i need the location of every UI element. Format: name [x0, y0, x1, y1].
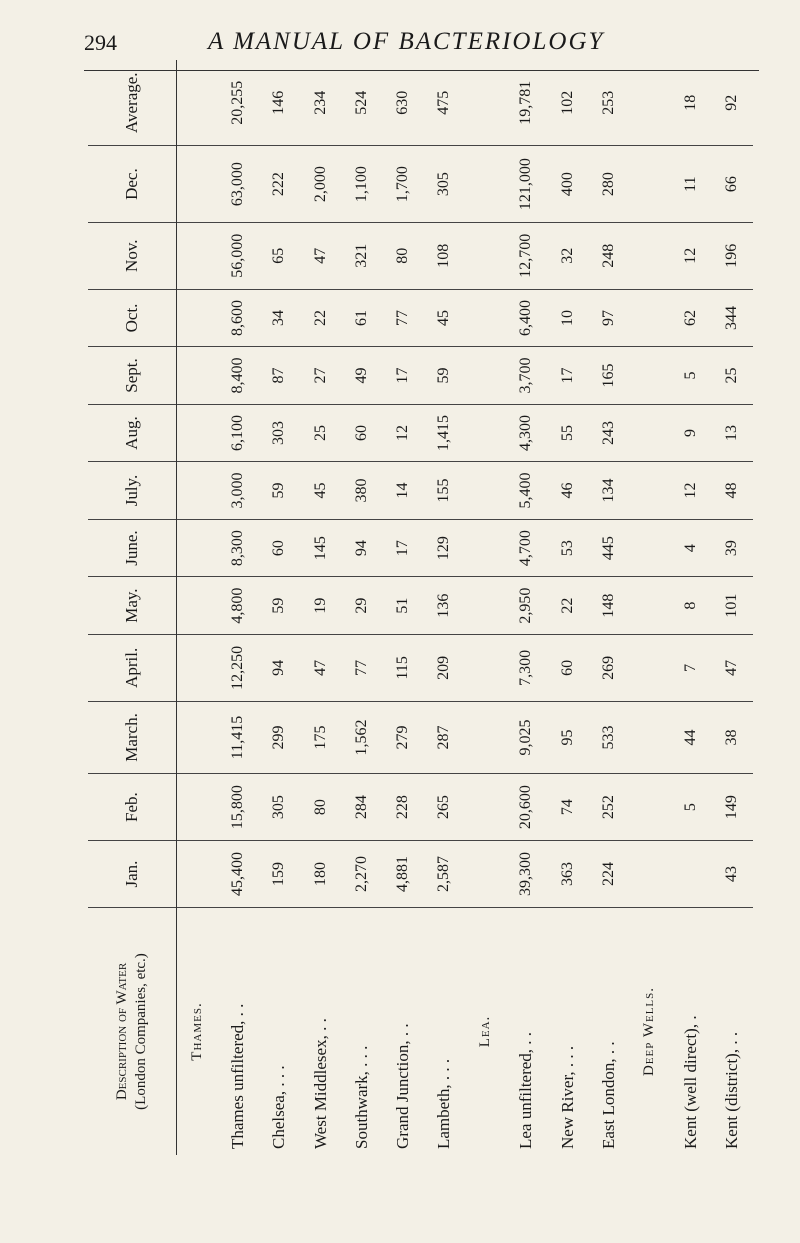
- table-cell: 59: [259, 462, 300, 520]
- table-cell: 159: [259, 841, 300, 908]
- row-label: Southwark, . . .: [351, 1045, 371, 1149]
- empty-cell: [629, 577, 670, 635]
- page-number: 294: [84, 30, 117, 55]
- table-cell: 65: [259, 222, 300, 289]
- table-cell: 80: [382, 222, 423, 289]
- table-cell: 165: [588, 347, 629, 405]
- empty-cell: [465, 60, 506, 146]
- empty-cell: [629, 841, 670, 908]
- table-cell: 29: [341, 577, 382, 635]
- column-header: June.: [88, 519, 177, 577]
- table-cell: 60: [547, 634, 588, 701]
- table-cell: 630: [382, 60, 423, 146]
- table-cell: 145: [300, 519, 341, 577]
- table-cell: 18: [671, 60, 712, 146]
- empty-cell: [177, 60, 218, 146]
- table-cell: 27: [300, 347, 341, 405]
- running-title: A MANUAL OF BACTERIOLOGY: [208, 28, 605, 55]
- table-cell: 47: [712, 634, 753, 701]
- table-cell: 363: [547, 841, 588, 908]
- table-cell: 6,400: [506, 289, 547, 347]
- table-cell: 8,300: [218, 519, 259, 577]
- empty-cell: [465, 347, 506, 405]
- table-row: [506, 60, 547, 1155]
- table-cell: 129: [424, 519, 465, 577]
- table-cell: 19,781: [506, 60, 547, 146]
- table-cell: 1,100: [341, 146, 382, 222]
- table-row: [424, 60, 465, 1155]
- table-cell: 62: [671, 289, 712, 347]
- table-cell: 44: [671, 701, 712, 773]
- table-row: [671, 60, 712, 1155]
- rotated-table-wrapper: [88, 60, 753, 1155]
- table-cell: 39: [712, 519, 753, 577]
- table-row: [382, 60, 423, 1155]
- table-row: [547, 60, 588, 1155]
- table-cell: 5: [671, 347, 712, 405]
- table-cell: 224: [588, 841, 629, 908]
- table-cell: 49: [341, 347, 382, 405]
- empty-cell: [465, 519, 506, 577]
- table-cell: 61: [341, 289, 382, 347]
- row-label: New River, . . .: [557, 1045, 577, 1149]
- table-cell: 253: [588, 60, 629, 146]
- table-cell: 80: [300, 774, 341, 841]
- empty-cell: [177, 222, 218, 289]
- table-row: [300, 60, 341, 1155]
- table-cell: 59: [424, 347, 465, 405]
- empty-cell: [629, 60, 670, 146]
- table-cell: 252: [588, 774, 629, 841]
- table-cell: 280: [588, 146, 629, 222]
- column-header: July.: [88, 462, 177, 520]
- table-row: [588, 60, 629, 1155]
- table-cell: 134: [588, 462, 629, 520]
- group-row: [177, 60, 218, 1155]
- table-cell: 9,025: [506, 701, 547, 773]
- bacteria-count-table: [88, 60, 753, 1155]
- table-cell: 108: [424, 222, 465, 289]
- table-cell: 1,700: [382, 146, 423, 222]
- table-cell: 60: [341, 404, 382, 462]
- table-cell: 303: [259, 404, 300, 462]
- table-cell: 94: [259, 634, 300, 701]
- empty-cell: [177, 774, 218, 841]
- table-cell: 196: [712, 222, 753, 289]
- table-cell: 11,415: [218, 701, 259, 773]
- table-cell: 3,700: [506, 347, 547, 405]
- group-row: [629, 60, 670, 1155]
- table-cell: 12: [671, 222, 712, 289]
- group-row: [465, 60, 506, 1155]
- table-cell: 20,255: [218, 60, 259, 146]
- empty-cell: [177, 146, 218, 222]
- table-cell: 92: [712, 60, 753, 146]
- table-cell: 344: [712, 289, 753, 347]
- empty-cell: [629, 146, 670, 222]
- empty-cell: [177, 841, 218, 908]
- table-cell: 2,587: [424, 841, 465, 908]
- empty-cell: [465, 701, 506, 773]
- table-cell: 60: [259, 519, 300, 577]
- column-header: Sept.: [88, 347, 177, 405]
- table-cell: 121,000: [506, 146, 547, 222]
- table-cell: 148: [588, 577, 629, 635]
- table-cell: 25: [300, 404, 341, 462]
- table-cell: 175: [300, 701, 341, 773]
- table-cell: 4: [671, 519, 712, 577]
- table-cell: 17: [382, 519, 423, 577]
- table-cell: 97: [588, 289, 629, 347]
- table-cell: 180: [300, 841, 341, 908]
- table-cell: 12,700: [506, 222, 547, 289]
- table-cell: 445: [588, 519, 629, 577]
- table-cell: 14: [382, 462, 423, 520]
- table-cell: 45: [300, 462, 341, 520]
- table-cell: 11: [671, 146, 712, 222]
- table-cell: 45,400: [218, 841, 259, 908]
- empty-cell: [177, 519, 218, 577]
- table-cell: 87: [259, 347, 300, 405]
- table-cell: 43: [712, 841, 753, 908]
- table-cell: 115: [382, 634, 423, 701]
- description-header-subtitle: (London Companies, etc.): [133, 953, 149, 1110]
- empty-cell: [465, 774, 506, 841]
- table-body: [177, 60, 754, 1155]
- table-row: [218, 60, 259, 1155]
- row-label: East London, . .: [598, 1041, 618, 1149]
- table-cell: 59: [259, 577, 300, 635]
- row-label: West Middlesex, . .: [310, 1018, 330, 1149]
- empty-cell: [177, 404, 218, 462]
- table-cell: 12,250: [218, 634, 259, 701]
- table-cell: 284: [341, 774, 382, 841]
- table-cell: 77: [382, 289, 423, 347]
- table-cell: 12: [671, 462, 712, 520]
- table-cell: 305: [259, 774, 300, 841]
- table-row: [259, 60, 300, 1155]
- table-cell: 5: [671, 774, 712, 841]
- row-label: Chelsea, . . .: [269, 1065, 289, 1149]
- table-cell: 265: [424, 774, 465, 841]
- table-cell: 7,300: [506, 634, 547, 701]
- table-cell: 136: [424, 577, 465, 635]
- row-label: Thames unfiltered, . .: [228, 1003, 248, 1149]
- group-label: Thames.: [188, 1002, 205, 1061]
- table-cell: 17: [547, 347, 588, 405]
- empty-cell: [629, 774, 670, 841]
- table-cell: 56,000: [218, 222, 259, 289]
- table-cell: 32: [547, 222, 588, 289]
- table-cell: 243: [588, 404, 629, 462]
- column-header: Nov.: [88, 222, 177, 289]
- table-cell: 48: [712, 462, 753, 520]
- empty-cell: [629, 701, 670, 773]
- table-cell: 1,562: [341, 701, 382, 773]
- table-row: [712, 60, 753, 1155]
- table-cell: 8: [671, 577, 712, 635]
- row-label: Grand Junction, . .: [392, 1023, 412, 1149]
- table-cell: 4,300: [506, 404, 547, 462]
- table-cell: 95: [547, 701, 588, 773]
- table-cell: 222: [259, 146, 300, 222]
- table-header-row: [88, 60, 177, 1155]
- table-row: [341, 60, 382, 1155]
- row-label: Kent (well direct), .: [681, 1015, 701, 1149]
- table-cell: [671, 841, 712, 908]
- table-cell: 234: [300, 60, 341, 146]
- empty-cell: [177, 701, 218, 773]
- empty-cell: [465, 289, 506, 347]
- table-cell: 299: [259, 701, 300, 773]
- table-cell: 12: [382, 404, 423, 462]
- empty-cell: [629, 634, 670, 701]
- column-header: March.: [88, 701, 177, 773]
- row-label: Kent (district), . .: [722, 1031, 742, 1149]
- column-header: Average.: [88, 60, 177, 146]
- table-cell: 6,100: [218, 404, 259, 462]
- table-cell: 20,600: [506, 774, 547, 841]
- column-header: Feb.: [88, 774, 177, 841]
- column-header: Dec.: [88, 146, 177, 222]
- table-cell: 101: [712, 577, 753, 635]
- table-cell: 38: [712, 701, 753, 773]
- table-cell: 228: [382, 774, 423, 841]
- table-cell: 10: [547, 289, 588, 347]
- empty-cell: [465, 577, 506, 635]
- table-cell: 5,400: [506, 462, 547, 520]
- table-cell: 22: [300, 289, 341, 347]
- table-cell: 209: [424, 634, 465, 701]
- table-cell: 22: [547, 577, 588, 635]
- table-cell: 149: [712, 774, 753, 841]
- table-cell: 248: [588, 222, 629, 289]
- table-cell: 9: [671, 404, 712, 462]
- table-cell: 17: [382, 347, 423, 405]
- empty-cell: [629, 347, 670, 405]
- table-cell: 155: [424, 462, 465, 520]
- table-cell: 46: [547, 462, 588, 520]
- table-cell: 380: [341, 462, 382, 520]
- empty-cell: [629, 462, 670, 520]
- empty-cell: [629, 289, 670, 347]
- table-cell: 269: [588, 634, 629, 701]
- table-cell: 34: [259, 289, 300, 347]
- table-cell: 279: [382, 701, 423, 773]
- table-cell: 3,000: [218, 462, 259, 520]
- empty-cell: [177, 634, 218, 701]
- empty-cell: [465, 404, 506, 462]
- table-cell: 47: [300, 222, 341, 289]
- column-header: May.: [88, 577, 177, 635]
- table-cell: 102: [547, 60, 588, 146]
- table-cell: 77: [341, 634, 382, 701]
- table-cell: 4,881: [382, 841, 423, 908]
- table-cell: 305: [424, 146, 465, 222]
- table-cell: 321: [341, 222, 382, 289]
- table-cell: 19: [300, 577, 341, 635]
- table-cell: 7: [671, 634, 712, 701]
- table-cell: 400: [547, 146, 588, 222]
- row-label: Lea unfiltered, . .: [516, 1031, 536, 1149]
- table-cell: 8,600: [218, 289, 259, 347]
- group-label: Lea.: [476, 1015, 493, 1048]
- table-cell: 66: [712, 146, 753, 222]
- table-cell: 55: [547, 404, 588, 462]
- description-header-title: Description of Water: [113, 962, 130, 1101]
- empty-cell: [177, 577, 218, 635]
- table-cell: 8,400: [218, 347, 259, 405]
- row-label: Lambeth, . . .: [434, 1058, 454, 1149]
- table-cell: 4,700: [506, 519, 547, 577]
- column-header: Oct.: [88, 289, 177, 347]
- empty-cell: [629, 404, 670, 462]
- table-cell: 53: [547, 519, 588, 577]
- table-cell: 74: [547, 774, 588, 841]
- table-cell: 51: [382, 577, 423, 635]
- table-cell: 25: [712, 347, 753, 405]
- table-cell: 2,950: [506, 577, 547, 635]
- table-cell: 4,800: [218, 577, 259, 635]
- table-cell: 524: [341, 60, 382, 146]
- column-header: April.: [88, 634, 177, 701]
- empty-cell: [465, 462, 506, 520]
- empty-cell: [177, 347, 218, 405]
- empty-cell: [177, 462, 218, 520]
- column-header: Aug.: [88, 404, 177, 462]
- group-label: Deep Wells.: [641, 986, 658, 1077]
- table-cell: 63,000: [218, 146, 259, 222]
- table-cell: 39,300: [506, 841, 547, 908]
- table-cell: 13: [712, 404, 753, 462]
- empty-cell: [629, 222, 670, 289]
- empty-cell: [465, 841, 506, 908]
- table-cell: 475: [424, 60, 465, 146]
- table-cell: 1,415: [424, 404, 465, 462]
- table-cell: 287: [424, 701, 465, 773]
- empty-cell: [465, 146, 506, 222]
- column-header: Jan.: [88, 841, 177, 908]
- table-cell: 533: [588, 701, 629, 773]
- table-cell: 146: [259, 60, 300, 146]
- table-cell: 47: [300, 634, 341, 701]
- empty-cell: [177, 289, 218, 347]
- empty-cell: [465, 634, 506, 701]
- table-cell: 2,270: [341, 841, 382, 908]
- table-cell: 45: [424, 289, 465, 347]
- table-cell: 2,000: [300, 146, 341, 222]
- table-cell: 15,800: [218, 774, 259, 841]
- description-header: [88, 908, 177, 1156]
- empty-cell: [465, 222, 506, 289]
- table-cell: 94: [341, 519, 382, 577]
- empty-cell: [629, 519, 670, 577]
